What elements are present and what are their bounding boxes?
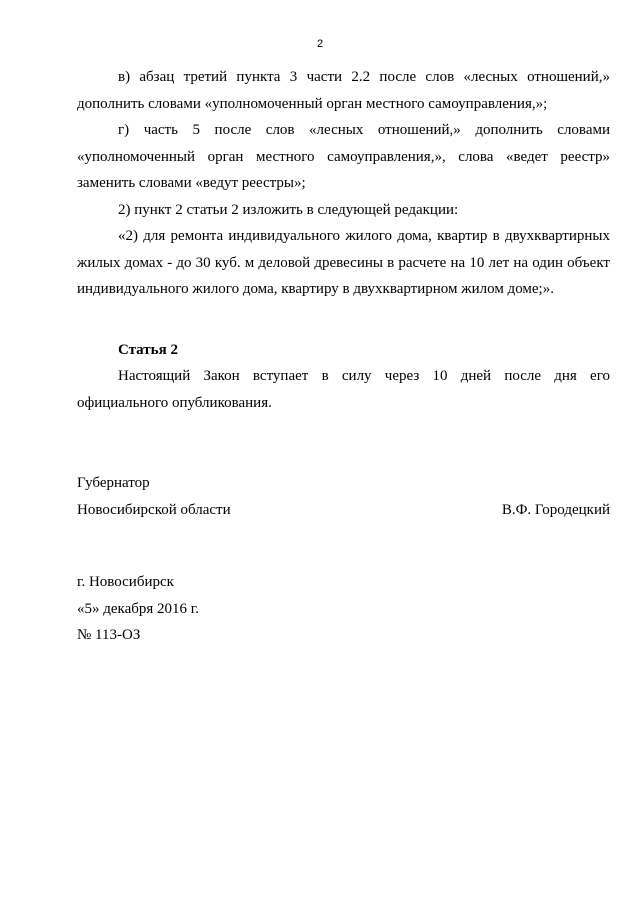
- paragraph-point-2: 2) пункт 2 статьи 2 изложить в следующей редакции:: [118, 201, 459, 218]
- signature-block: [77, 470, 610, 523]
- signature-title-line2: [77, 497, 610, 524]
- date: «5» декабря 2016 г.: [77, 600, 199, 617]
- signature-title: Губернатор: [77, 475, 150, 491]
- place-date-block: [77, 569, 610, 649]
- signature-title-line1: [77, 470, 610, 497]
- article-heading: Статья 2: [118, 341, 178, 358]
- law-number: № 113-ОЗ: [77, 627, 141, 643]
- city: г. Новосибирск: [77, 574, 174, 590]
- paragraph-quote: «2) для ремонта индивидуального жилого дома, квартир в двухквартирных жилых домах - до 30 куб. м деловой древесины в расчете на 10 лет на один объект индивидуального жилого дома, квартиру в двухквартирном жилом доме;».: [77, 228, 610, 297]
- page-number: 2: [316, 38, 324, 50]
- signature-name: В.Ф. Городецкий: [501, 501, 610, 518]
- article-text: Настоящий Закон вступает в силу через 10 дней после дня его официального опубликования.: [77, 368, 610, 411]
- paragraph-g: г) часть 5 после слов «лесных отношений,» дополнить словами «уполномоченный орган местного самоуправления,», слова «ведет реестр» заменить словами «ведут реестры»;: [77, 122, 610, 191]
- signature-region: Новосибирской области: [77, 501, 231, 518]
- document-body: [77, 64, 610, 649]
- paragraph-v: в) абзац третий пункта 3 части 2.2 после слов «лесных отношений,» дополнить словами «уполномоченный орган местного самоуправления,»;: [77, 69, 610, 112]
